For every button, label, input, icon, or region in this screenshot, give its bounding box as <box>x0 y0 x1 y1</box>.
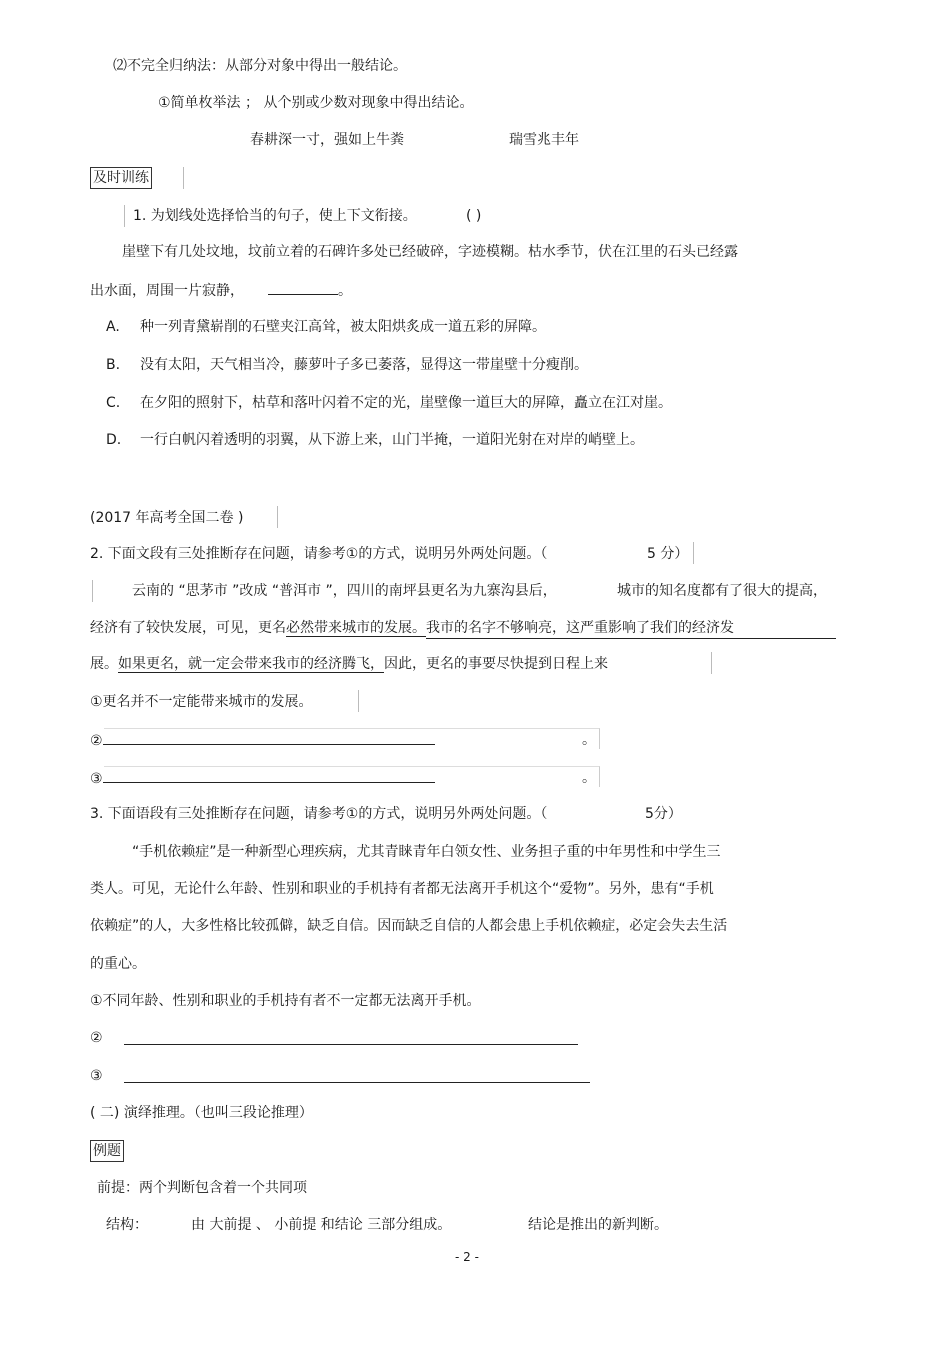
q1-stem: 1. 为划线处选择恰当的句子，使上下文衔接。 <box>133 208 417 224</box>
q3-passage-line3: 依赖症”的人，大多性格比较孤僻，缺乏自信。因而缺乏自信的人都会患上手机依赖症，必定会失去生活 <box>90 918 728 934</box>
q2-text: 经济有了较快发展，可见，更名 <box>90 620 286 636</box>
q2-text: 因此，更名的事要尽快提到日程上来 <box>384 656 608 672</box>
q3-score: 5分） <box>645 806 682 822</box>
q3-answer-2 <box>90 1028 103 1048</box>
q1-answer-paren: ( ) <box>466 208 482 224</box>
q1-passage-line2 <box>90 280 352 301</box>
q2-passage-line1b: 城市的知名度都有了很大的提高， <box>617 583 827 599</box>
q3-answer-2-field[interactable] <box>124 1030 578 1045</box>
incomplete-induction-heading: ⑵不完全归纳法：从部分对象中得出一般结论。 <box>113 58 407 74</box>
example-label: 例题 <box>90 1140 124 1162</box>
divider <box>277 506 278 528</box>
q3-passage-line4: 的重心。 <box>90 956 146 972</box>
option-letter: A. <box>106 319 120 335</box>
q2-underlined-claim: 如果更名，就一定会带来我市的经济腾飞， <box>118 656 384 672</box>
practice-label: 及时训练 <box>90 167 152 189</box>
q3-passage-line1: “手机依赖症”是一种新型心理疾病，尤其青睐青年白领女性、业务担子重的中年男性和中学生三 <box>132 844 721 860</box>
answer-number: ③ <box>90 771 103 787</box>
option-text: 在夕阳的照射下，枯草和落叶闪着不定的光，崖壁像一道巨大的屏障，矗立在江对崖。 <box>140 395 672 411</box>
q2-text: 展。 <box>90 656 118 672</box>
q3-passage-line2: 类人。可见，无论什么年龄、性别和职业的手机持有者都无法离开手机这个“爱物”。另外，患有“手机 <box>90 881 714 897</box>
answer-period: 。 <box>582 732 596 748</box>
premise-line: 前提：两个判断包含着一个共同项 <box>97 1180 307 1196</box>
divider <box>693 542 694 564</box>
option-a[interactable] <box>106 317 546 337</box>
q2-source: (2017 年高考全国二卷 ) <box>90 510 244 526</box>
deductive-reasoning-heading: ( 二) 演绎推理。（也叫三段论推理） <box>90 1105 313 1121</box>
option-letter: C. <box>106 395 121 411</box>
option-letter: B. <box>106 357 121 373</box>
divider <box>358 690 359 712</box>
option-d[interactable] <box>106 430 644 450</box>
simple-enumeration-line: ①简单枚举法 ； 从个别或少数对现象中得出结论。 <box>158 95 474 111</box>
answer-number: ③ <box>90 1068 103 1084</box>
answer-number: ② <box>90 733 103 749</box>
answer-frame <box>104 766 600 787</box>
conclusion-text: 结论是推出的新判断。 <box>528 1217 668 1233</box>
structure-text: 由 大前提 、 小前提 和结论 三部分组成。 <box>191 1217 452 1233</box>
q2-passage-line3 <box>90 654 608 674</box>
answer-number: ② <box>90 1030 103 1046</box>
q1-passage-end: 。 <box>338 283 352 299</box>
proverb-1: 春耕深一寸，强如上牛粪 <box>250 132 404 148</box>
q1-passage-text: 出水面，周围一片寂静， <box>90 283 244 299</box>
divider <box>92 580 93 602</box>
structure-label: 结构： <box>106 1217 148 1233</box>
option-text: 没有太阳，天气相当冷，藤萝叶子多已萎落，显得这一带崖壁十分瘦削。 <box>140 357 588 373</box>
q3-answer-3-field[interactable] <box>124 1068 590 1083</box>
q2-answer-1: ①更名并不一定能带来城市的发展。 <box>90 694 313 710</box>
option-letter: D. <box>106 432 122 448</box>
q1-blank[interactable] <box>268 280 338 295</box>
option-text: 一行白帆闪着透明的羽翼，从下游上来，山门半掩，一道阳光射在对岸的峭壁上。 <box>140 432 644 448</box>
proverb-2: 瑞雪兆丰年 <box>509 132 579 148</box>
q3-answer-3 <box>90 1066 103 1086</box>
q2-underlined-claim: 我市的名字不够响亮，这严重影响了我们的经济发 <box>426 618 836 639</box>
q2-passage-line1a: 云南的 “思茅市 ”改成 “普洱市 ”，四川的南坪县更名为九寨沟县后， <box>132 583 557 599</box>
option-text: 种一列青黛崭削的石壁夹江高耸，被太阳烘炙成一道五彩的屏障。 <box>140 319 546 335</box>
q2-stem: 2. 下面文段有三处推断存在问题，请参考①的方式，说明另外两处问题。（ <box>90 546 548 562</box>
option-c[interactable] <box>106 393 672 413</box>
answer-frame <box>104 728 600 749</box>
q3-answer-1: ①不同年龄、性别和职业的手机持有者不一定都无法离开手机。 <box>90 993 481 1009</box>
q1-passage-line1: 崖壁下有几处坟地，坟前立着的石碑许多处已经破碎，字迹模糊。枯水季节，伏在江里的石头已经露 <box>122 244 738 260</box>
q2-passage-line2 <box>90 618 836 639</box>
divider <box>711 652 712 674</box>
q2-underlined-claim: 必然带来城市的发展。 <box>286 620 426 636</box>
q2-score: 5 分） <box>647 546 689 562</box>
divider <box>183 167 184 189</box>
page-number: - 2 - <box>455 1250 479 1264</box>
answer-period: 。 <box>582 770 596 786</box>
divider <box>124 205 125 227</box>
option-b[interactable] <box>106 355 588 375</box>
q3-stem: 3. 下面语段有三处推断存在问题，请参考①的方式，说明另外两处问题。（ <box>90 806 548 822</box>
